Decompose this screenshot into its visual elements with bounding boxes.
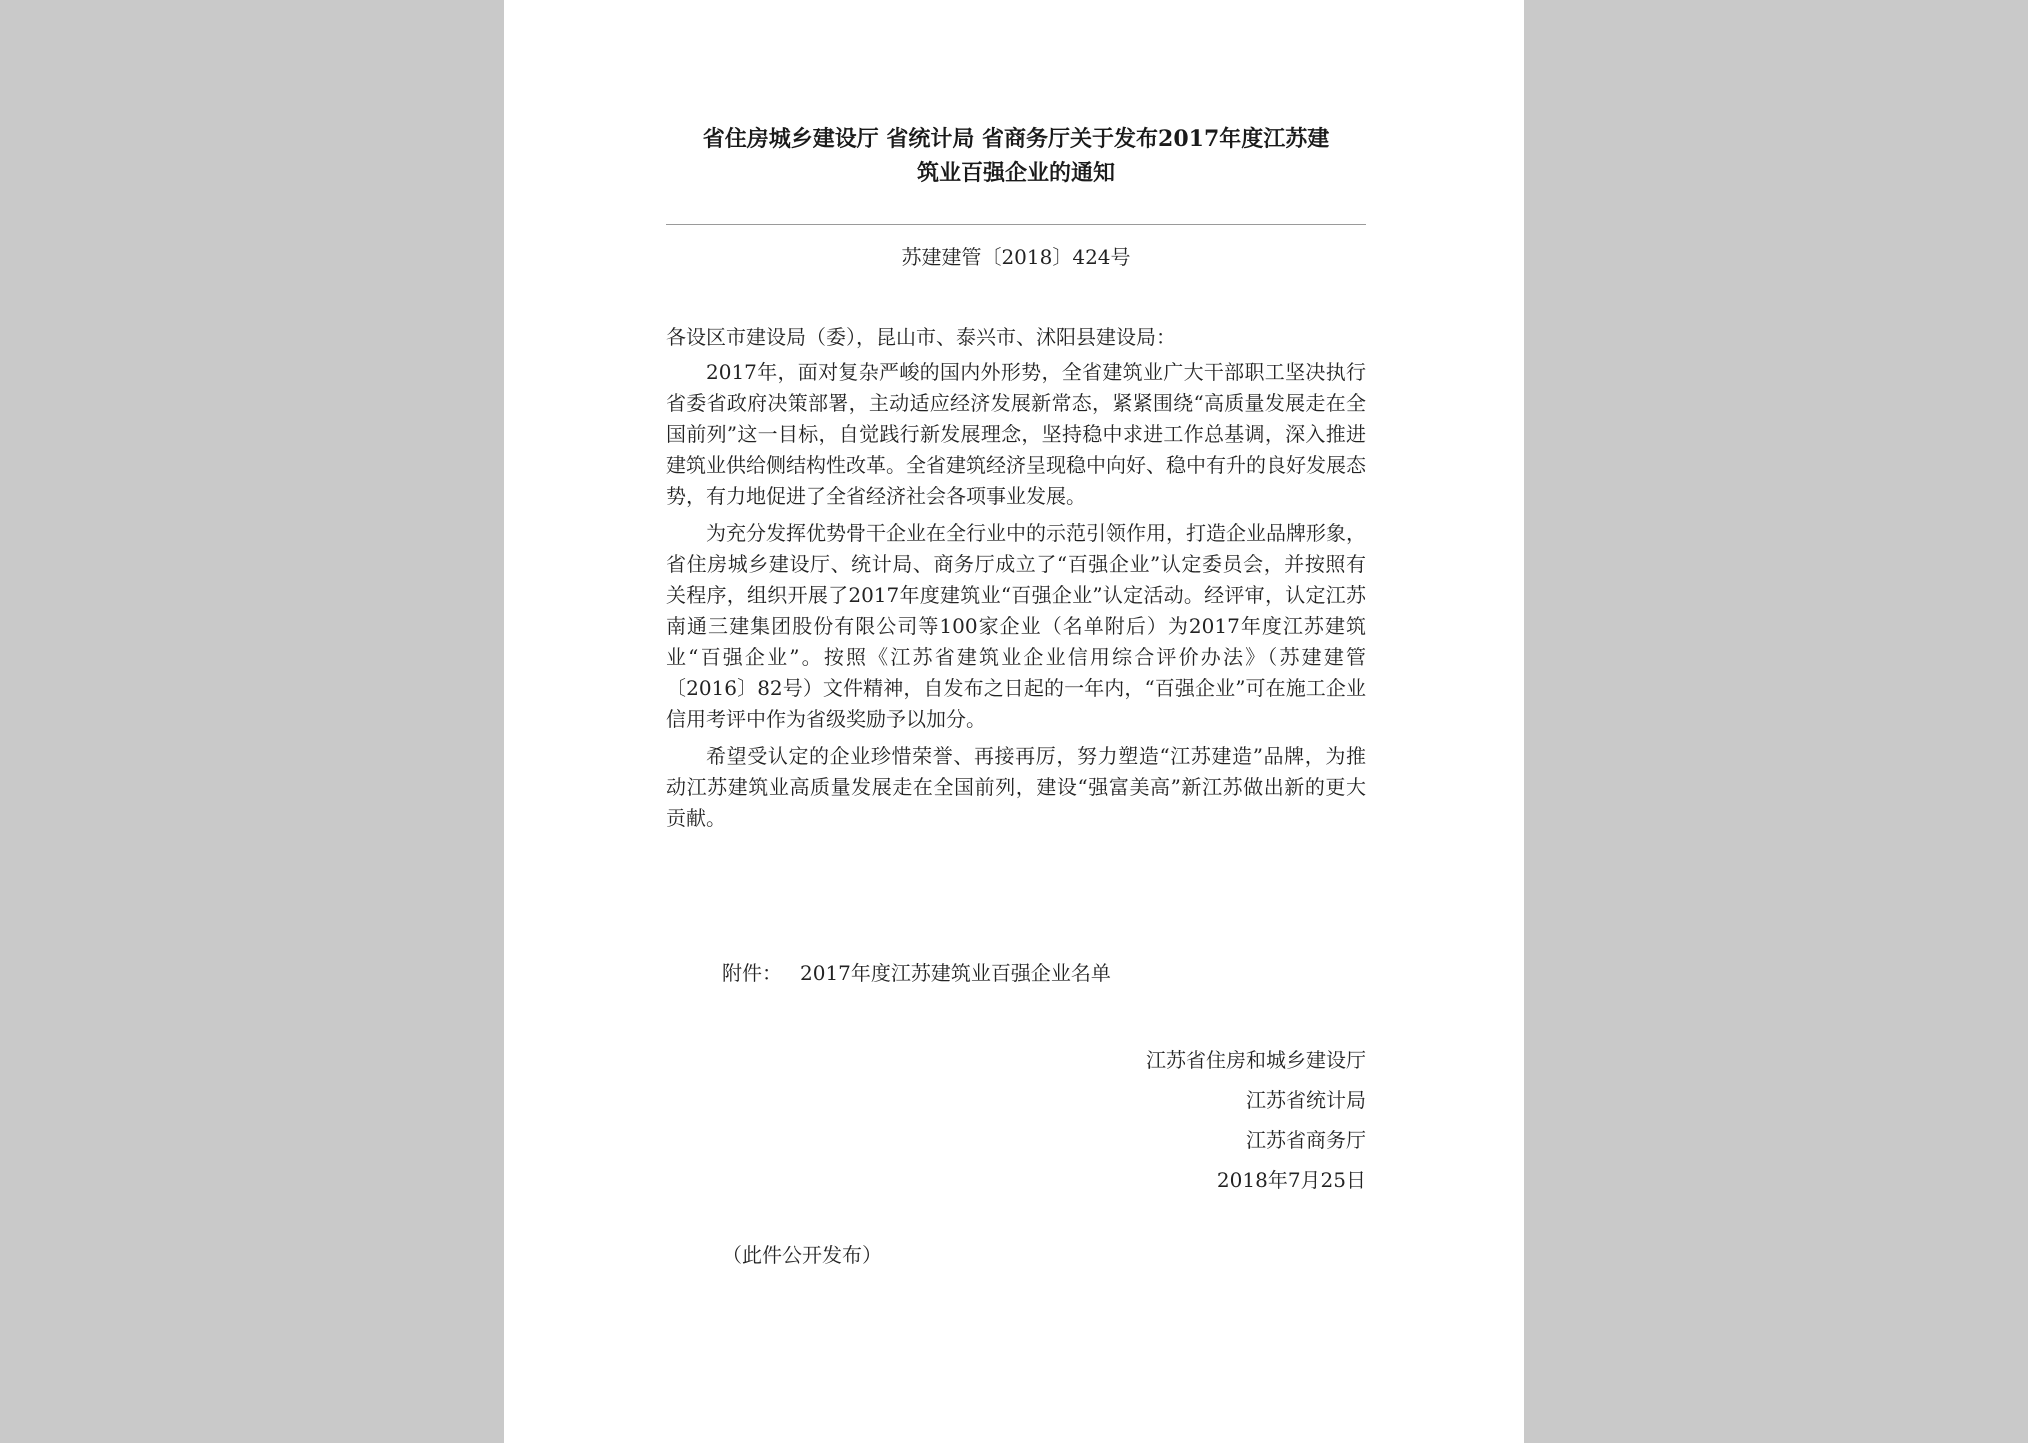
paragraph-3: 希望受认定的企业珍惜荣誉、再接再厉，努力塑造“江苏建造”品牌，为推动江苏建筑业高质量发展走在全国前列，建设“强富美高”新江苏做出新的更大贡献。 xyxy=(666,744,1366,830)
signature-block xyxy=(1146,1040,1366,1200)
signature-date: 2018年7月25日 xyxy=(1216,1168,1366,1192)
title-line-2: 筑业百强企业的通知 xyxy=(916,160,1115,186)
salutation: 各设区市建设局（委），昆山市、泰兴市、沭阳县建设局： xyxy=(666,325,1176,349)
signature-housing-department: 江苏省住房和城乡建设厅 xyxy=(1146,1048,1366,1072)
signature-commerce-department: 江苏省商务厅 xyxy=(1246,1128,1366,1152)
document-page xyxy=(504,0,1524,1443)
document-body xyxy=(666,322,1366,840)
document-number: 苏建建管〔2018〕424号 xyxy=(901,245,1131,269)
signature-statistics-bureau: 江苏省统计局 xyxy=(1246,1088,1366,1112)
attachment-text: 2017年度江苏建筑业百强企业名单 xyxy=(800,961,1111,985)
title-divider xyxy=(666,224,1366,225)
paragraph-2: 为充分发挥优势骨干企业在全行业中的示范引领作用，打造企业品牌形象，省住房城乡建设厅、统计局、商务厅成立了“百强企业”认定委员会，并按照有关程序，组织开展了2017年度建筑业“百强企业”认定活动。经评审，认定江苏南通三建集团股份有限公司等100家企业（名单附后）为2017年度江苏建筑业“百强企业”。按照《江苏省建筑业企业信用综合评价办法》（苏建建管〔2016〕82号）文件精神，自发布之日起的一年内，“百强企业”可在施工企业信用考评中作为省级奖励予以加分。 xyxy=(666,521,1366,731)
paragraph-1: 2017年，面对复杂严峻的国内外形势，全省建筑业广大干部职工坚决执行省委省政府决策部署，主动适应经济发展新常态，紧紧围绕“高质量发展走在全国前列”这一目标，自觉践行新发展理念，坚持稳中求进工作总基调，深入推进建筑业供给侧结构性改革。全省建筑经济呈现稳中向好、稳中有升的良好发展态势，有力地促进了全省经济社会各项事业发展。 xyxy=(666,360,1366,508)
title-line-1: 省住房城乡建设厅 省统计局 省商务厅关于发布2017年度江苏建 xyxy=(702,126,1330,152)
publication-note: （此件公开发布） xyxy=(722,1243,882,1267)
attachment-label: 附件： xyxy=(722,961,782,985)
attachment-line xyxy=(722,958,1111,988)
document-title xyxy=(666,122,1366,190)
